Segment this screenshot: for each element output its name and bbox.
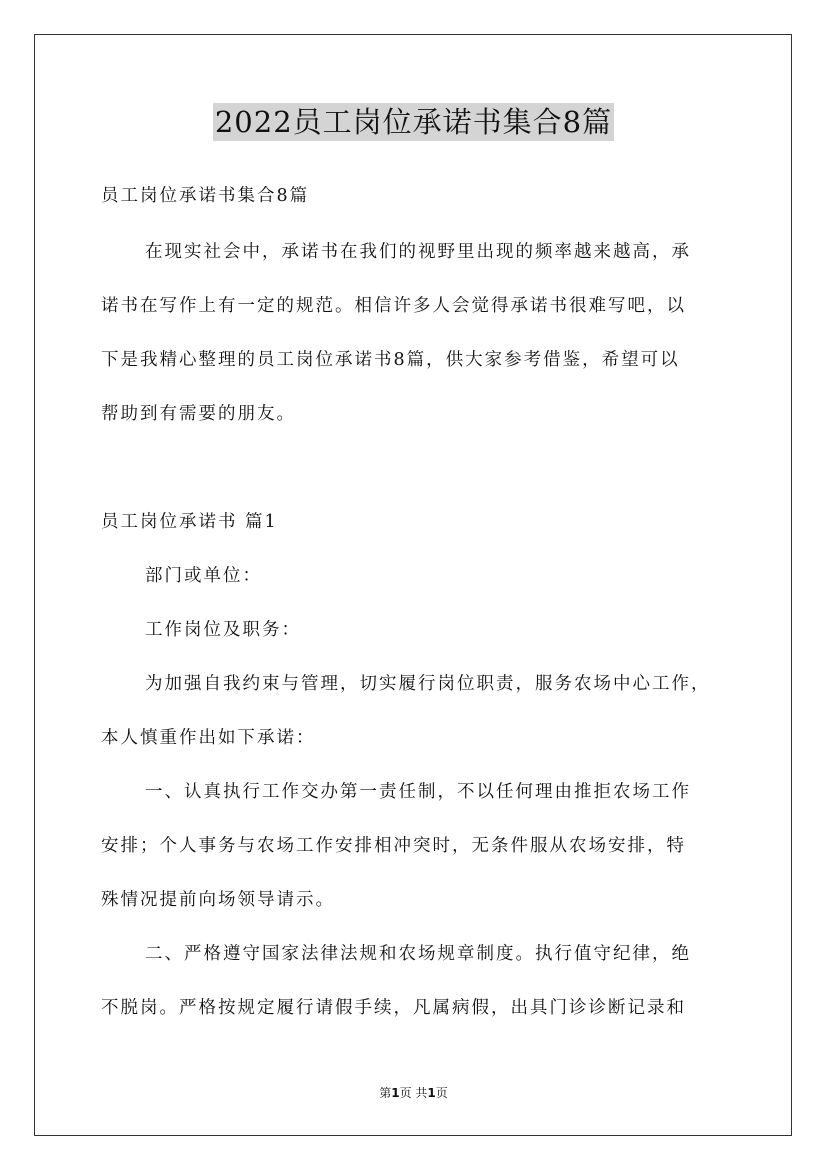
department-field-label: 部门或单位： [145, 566, 262, 586]
body-line-1: 为加强自我约束与管理，切实履行岗位职责，服务农场中心工作， [145, 674, 711, 694]
intro-line-2: 诺书在写作上有一定的规范。相信许多人会觉得承诺书很难写吧，以 [101, 296, 686, 316]
footer-page-mid: 页 共 [399, 1086, 428, 1100]
intro-line-4: 帮助到有需要的朋友。 [101, 404, 296, 424]
section-heading: 员工岗位承诺书 篇1 [101, 512, 278, 532]
body-line-4: 安排；个人事务与农场工作安排相冲突时，无条件服从农场安排，特 [101, 836, 686, 856]
intro-line-1: 在现实社会中，承诺书在我们的视野里出现的频率越来越高，承 [145, 242, 691, 262]
footer-page-number: 1 [391, 1086, 400, 1100]
footer-page-suffix: 页 [435, 1086, 448, 1100]
position-field-label: 工作岗位及职务： [145, 620, 301, 640]
body-line-6: 二、严格遵守国家法律法规和农场规章制度。执行值守纪律，绝 [145, 944, 691, 964]
footer-page-prefix: 第 [379, 1086, 392, 1100]
document-subtitle: 员工岗位承诺书集合8篇 [101, 186, 310, 206]
body-line-2: 本人慎重作出如下承诺： [101, 728, 316, 748]
document-title: 2022员工岗位承诺书集合8篇 [214, 105, 613, 139]
footer-page-total: 1 [427, 1086, 436, 1100]
intro-line-3: 下是我精心整理的员工岗位承诺书8篇，供大家参考借鉴，希望可以 [101, 350, 680, 370]
document-title-container [0, 100, 827, 141]
page-footer [0, 1084, 827, 1101]
body-line-3: 一、认真执行工作交办第一责任制，不以任何理由推拒农场工作 [145, 782, 691, 802]
body-line-5: 殊情况提前向场领导请示。 [101, 890, 335, 910]
body-line-7: 不脱岗。严格按规定履行请假手续，凡属病假，出具门诊诊断记录和 [101, 998, 686, 1018]
